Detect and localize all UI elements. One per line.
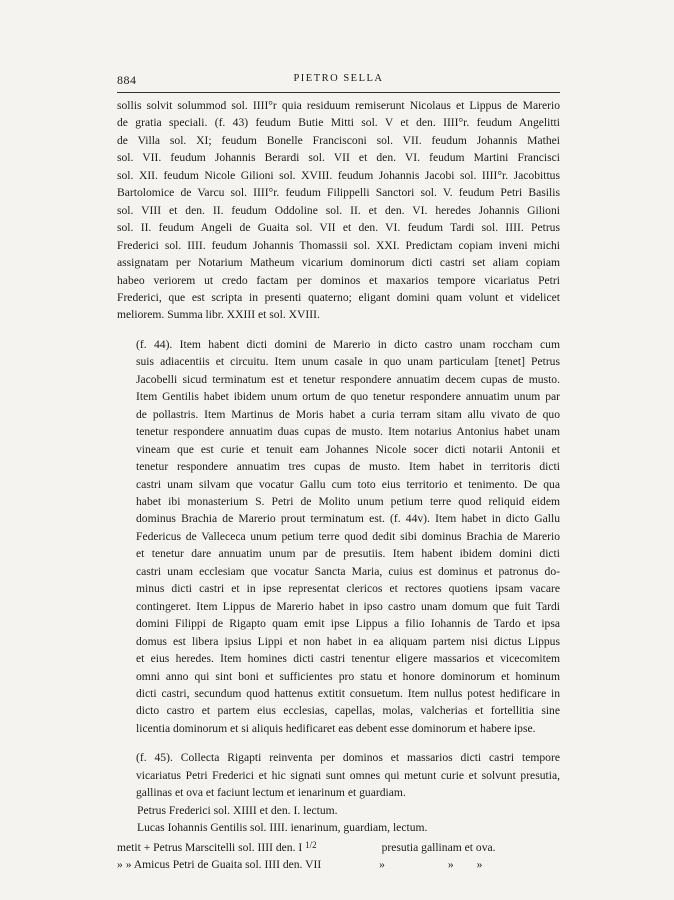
page-header (117, 73, 560, 91)
text-line: dominus Brachia de Marerio prout terminatum est. (f. 44v). Item habet in dicto Gallu (136, 512, 560, 526)
text-line: gallinas et ova et faciunt lectum et ienarinum et guardiam. (136, 786, 406, 800)
text-line: suis adiacentiis et circuitu. Item unum casale in quo unam particulam [tenet] Petrus (136, 355, 560, 369)
text-line: tenetur respondere annuatim tres cupas de musto. Item habet in territoris dicti (136, 460, 560, 474)
text-line: de Villa sol. XI; feudum Bonelle Francisconi sol. VII. feudum Johannis Mathei (117, 133, 560, 147)
text-line: Jacobelli sicud terminatum est et tenetur respondere annuatim decem cupas de musto. (136, 372, 560, 386)
text-line: habeo veriorem ut credo factam per dominos et maxarios tempore vicariatus Petri (117, 273, 560, 287)
text-line: Frederici, que est scripta in presenti quaterno; eligant domini quam volunt et videlicet (117, 290, 560, 304)
text-line: Frederici sol. IIII. feudum Johannis Thomassii sol. XXI. Predictam copiam inveni michi (117, 238, 560, 252)
text-line: dicti castri, secundum quod hattenus extitit consuetum. Item nullus potest hedificare in (136, 686, 560, 700)
paragraph-1 (117, 97, 560, 324)
text-line: habet ibi monasterium S. Petri de Molito unum petium terre quod reliquid eidem (136, 494, 560, 508)
text-line: domus est libera ipsius Lippi et non habet in ea aliquam partem nisi dictus Lippus (136, 634, 560, 648)
header-rule (117, 92, 560, 93)
text-line: domini Filippi de Rigapto quam emit ipse Lippus a filio Iohannis de Tardo et ipsa (136, 617, 560, 631)
list-item-right: presutia gallinam et ova. (381, 840, 496, 854)
text-line: castri unam ecclesiam que vocatur Sancta Maria, cuius est dominus et patronus do- (136, 564, 560, 578)
text-line: Bartolomice de Varcu sol. IIII°r. feudum Filippelli Sanctori sol. V. feudum Petri Basilis (117, 186, 560, 200)
text-line: de gratia speciali. (f. 43) feudum Butie Mitti sol. V et den. IIII°r. feudum Angelitti (117, 116, 560, 130)
text-line: dicto castro et partem eius ecclesias, capellas, molas, valcherias et fortellitia sine (136, 704, 560, 718)
list-item: Petrus Frederici sol. XIIII et den. I. lectum. (137, 803, 338, 817)
fraction: 1/2 (305, 839, 317, 850)
text-line: sollis solvit solummod sol. IIII°r quia residuum remiserunt Nicolaus et Lippus de Marerio (117, 99, 560, 112)
text-line: sol. XII. feudum Nicole Gilioni sol. XVIII. feudum Johannis Jacobi sol. IIII°r. Jacobittus (117, 168, 560, 182)
ditto-mark: » (379, 858, 385, 872)
list-item-left: metit + Petrus Marscitelli sol. IIII den. I (117, 840, 303, 854)
text-line: castri unam silvam que vocatur Gallu cum toto eius territorio et tenimento. De qua (136, 477, 560, 491)
text-line: Item Gentilis habet ibidem unum ortum de quo tenetur respondere annuatim unum par (136, 390, 560, 404)
text-line: Federicus de Vallececa unum petium terre quod dedit sibi dominus Brachia de Marerio (136, 529, 560, 543)
ditto-mark: » (447, 858, 454, 872)
collecta-list (117, 802, 560, 874)
ditto-mark: » (476, 858, 483, 872)
body-text (117, 97, 560, 873)
text-line: minus dicti castri et in ipse representat clericos et rectores quotiens ipsam vacare (136, 582, 560, 596)
list-item: Lucas Iohannis Gentilis sol. IIII. ienarinum, guardiam, lectum. (137, 821, 428, 835)
text-line: et tenetur dare annuatim unum par de presutiis. Item habent ibidem domini dicti (136, 547, 560, 561)
text-line: sol. VIII et den. II. feudum Oddoline sol. II. et den. VI. heredes Johannis Gilioni (117, 203, 560, 217)
text-line: tenetur respondere annuatim duas cupas de musto. Item notarius Antonius habet unam (136, 425, 560, 439)
text-line: omni anno qui sint boni et sufficientes pro statu et honore dominorum et hominum (136, 669, 560, 683)
text-line: assignatam per Notarium Matheum vicarium dominorum dicti castri set aliam copiam (117, 256, 560, 270)
paragraph-2 (117, 336, 560, 737)
running-title: PIETRO SELLA (293, 73, 384, 84)
text-line: (f. 44). Item habent dicti domini de Marerio in dicto castro unam roccham cum (136, 337, 560, 351)
text-line: vicariatus Petri Frederici et hic signati sunt omnes qui metunt curie et solvunt presutia, (136, 768, 560, 782)
text-line: de pollastris. Item Martinus de Moris habet a curia terram sitam allu vivato de quo (136, 407, 560, 421)
text-line: licentia dominorum et si aliquis hedificaret eas debent esse dominorum et habere ipse. (136, 721, 536, 735)
text-line: sol. VII. feudum Johannis Berardi sol. VII et den. VI. feudum Martini Francisci (117, 151, 560, 165)
text-line: sol. II. feudum Angeli de Guaita sol. VII et den. VI. feudum Tardi sol. IIII. Petrus (117, 221, 560, 235)
text-line: meliorem. Summa libr. XXIII et sol. XVIII. (117, 308, 320, 322)
list-item-left: » » Amicus Petri de Guaita sol. IIII den. VII (117, 858, 322, 872)
paragraph-3 (117, 749, 560, 801)
page-number: 884 (117, 73, 137, 87)
text-line: vineam que est curie et tenuit eam Johannes Nicole socer dicti notarii Antonii et (136, 442, 560, 456)
list-item (117, 856, 560, 873)
list-item (117, 837, 560, 856)
text-line: contingeret. Item Lippus de Marerio habet in ipso castro unam domum que fuit Tardi (136, 599, 560, 613)
text-line: (f. 45). Collecta Rigapti reinventa per dominos et massarios dicti castri tempore (136, 751, 560, 765)
text-line: et eius heredes. Item homines dicti castri tenentur eligere massarios et vicecomitem (136, 652, 560, 666)
